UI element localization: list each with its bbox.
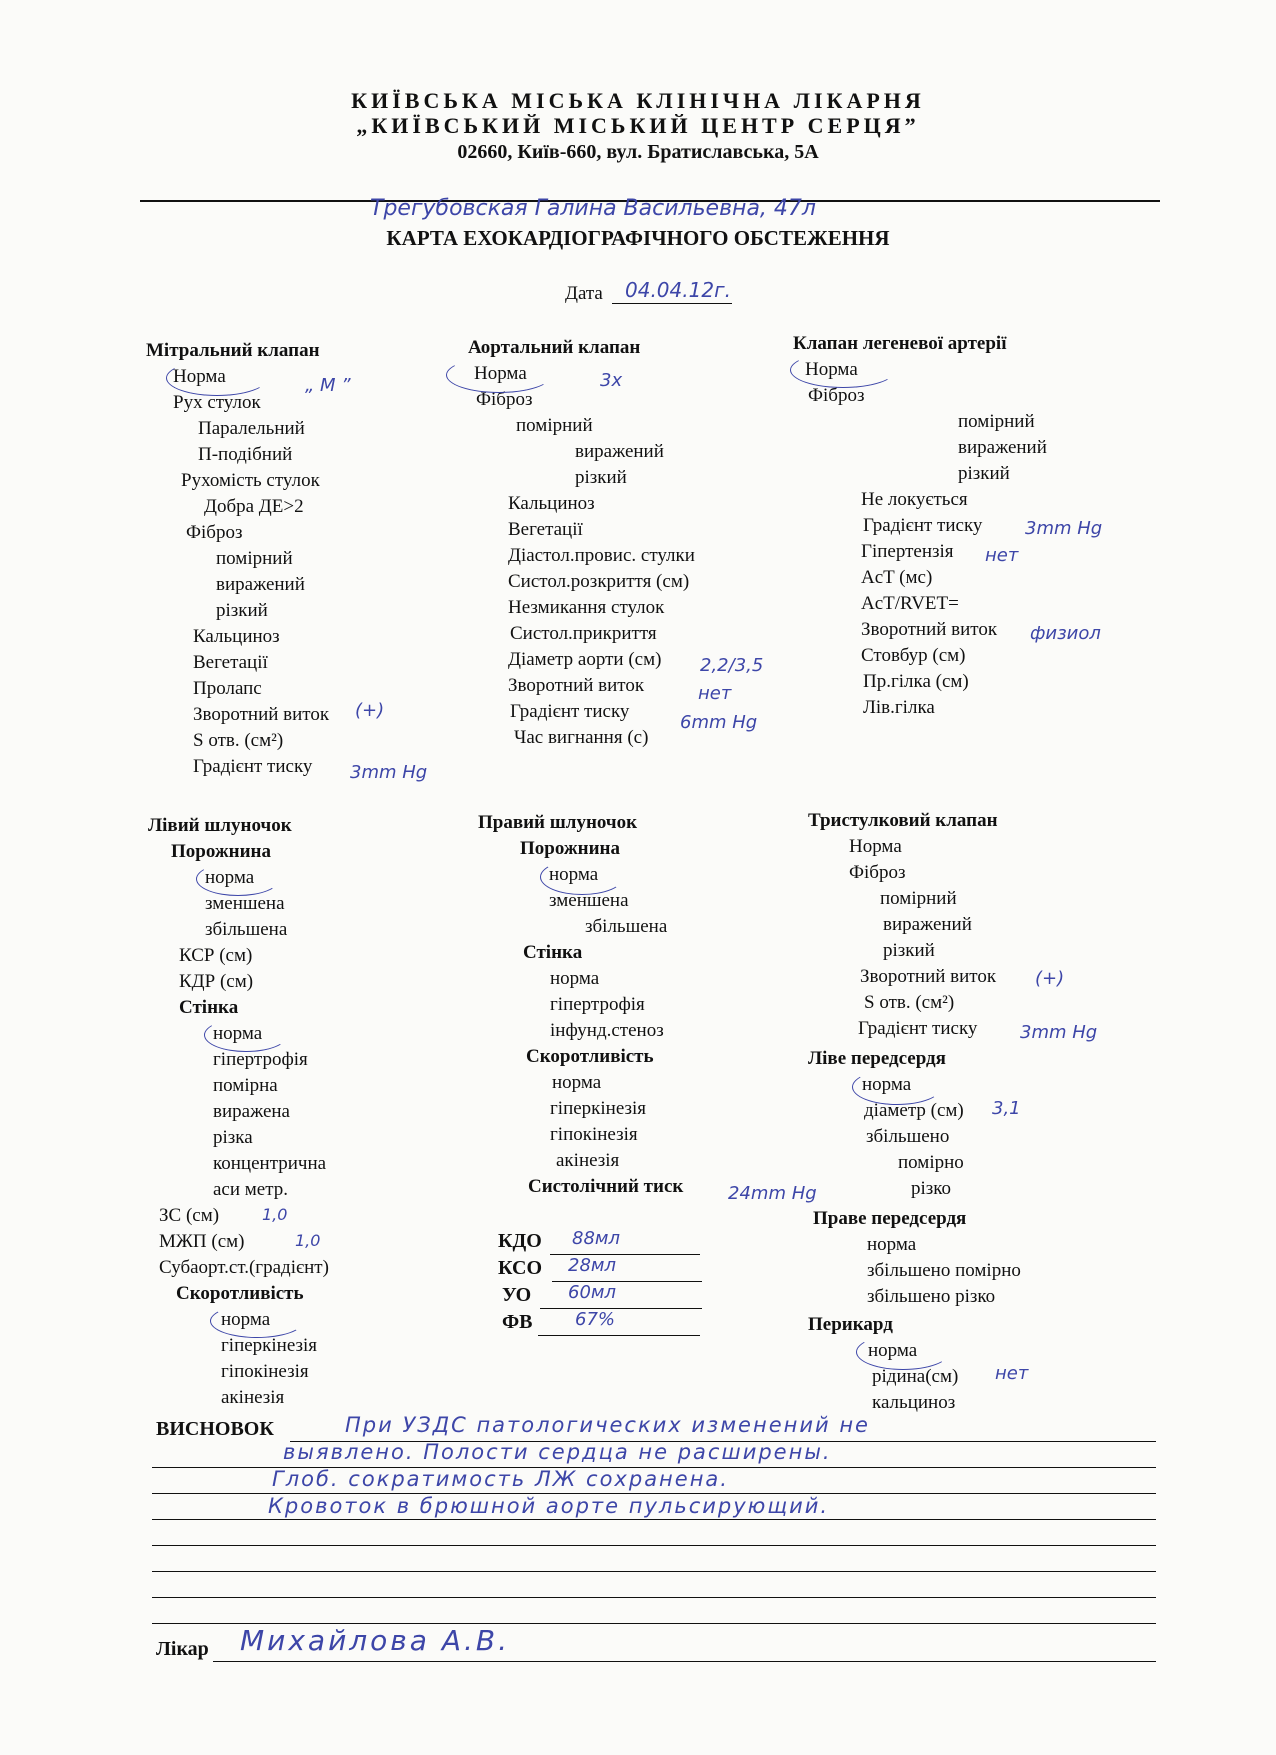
mitral-good-de[interactable]: Добра ДЕ>2 [204, 496, 304, 517]
pulmonary-gradient: Градієнт тиску [863, 515, 983, 536]
edv-label: КДО [498, 1230, 542, 1252]
lv-edd: КДР (см) [179, 971, 254, 992]
tricuspid-fibrosis: Фіброз [849, 862, 906, 883]
doctor-signature[interactable]: Михайлова А.В. [240, 1624, 511, 1657]
lv-hyperkinesis[interactable]: гіперкінезія [221, 1335, 318, 1356]
lv-wall-circle [204, 1018, 288, 1052]
conclusion-text-2[interactable]: выявлено. Полости сердца не расширены. [283, 1440, 832, 1464]
rv-cavity: Порожнина [520, 838, 620, 859]
rv-akinesis[interactable]: акінезія [556, 1150, 620, 1171]
ef-value[interactable]: 67% [575, 1309, 616, 1330]
lv-contractility-normal[interactable]: норма [221, 1309, 271, 1330]
mitral-orifice-area: S отв. (см²) [193, 730, 284, 751]
la-enlarged-moderate[interactable]: помірно [898, 1152, 964, 1173]
date-line [612, 303, 732, 304]
pulmonary-trunk: Стовбур (см) [861, 645, 966, 666]
pulmonary-norm-circle [790, 352, 896, 388]
pulmonary-norm[interactable]: Норма [805, 359, 858, 380]
ef-line [538, 1335, 700, 1336]
patient-name: Трегубовская Галина Васильевна, 47л [370, 196, 816, 221]
center-name: „КИЇВСЬКИЙ МІСЬКИЙ ЦЕНТР СЕРЦЯ” [356, 113, 920, 138]
aortic-diastolic-prolapse[interactable]: Діастол.провис. стулки [508, 545, 695, 566]
date-value[interactable]: 04.04.12г. [625, 278, 731, 302]
lv-cavity: Порожнина [171, 841, 271, 862]
mitral-parallel[interactable]: Паралельний [198, 418, 305, 439]
rv-title: Правий шлуночок [478, 812, 638, 833]
lv-esd: КСР (см) [179, 945, 253, 966]
rv-wall-normal[interactable]: норма [550, 968, 600, 989]
mitral-calcinosis[interactable]: Кальциноз [193, 626, 280, 647]
mitral-regurg-value[interactable]: (+) [355, 700, 385, 721]
rv-cavity-reduced[interactable]: зменшена [549, 890, 629, 911]
lv-cavity-normal[interactable]: норма [205, 867, 255, 888]
aortic-regurg-value[interactable]: нет [698, 683, 732, 704]
pulmonary-right-branch: Пр.гілка (см) [863, 671, 969, 692]
lv-cavity-enlarged[interactable]: збільшена [205, 919, 288, 940]
pulmonary-fibrosis: Фіброз [808, 385, 865, 406]
rv-wall-hypertrophy[interactable]: гіпертрофія [550, 994, 645, 1015]
conclusion-line-4 [152, 1519, 1156, 1520]
pulmonary-left-branch: Лів.гілка [863, 697, 935, 718]
tricuspid-regurgitation: Зворотний виток [860, 966, 997, 987]
tricuspid-gradient: Градієнт тиску [858, 1018, 978, 1039]
mitral-fibrosis-moderate[interactable]: помірний [216, 548, 293, 569]
pericard-title: Перикард [808, 1314, 893, 1335]
lv-wall-hypertrophy[interactable]: гіпертрофія [213, 1049, 308, 1070]
lv-wall-marked[interactable]: виражена [213, 1101, 290, 1122]
sv-label: УО [502, 1284, 532, 1306]
rv-contractility-normal[interactable]: норма [552, 1072, 602, 1093]
tricuspid-regurg-value[interactable]: (+) [1035, 968, 1065, 989]
pericard-fluid-value[interactable]: нет [995, 1363, 1029, 1384]
lv-wall-moderate[interactable]: помірна [213, 1075, 278, 1096]
aortic-diameter-value[interactable]: 2,2/3,5 [700, 655, 764, 676]
tricuspid-gradient-value[interactable]: 3mm Hg [1020, 1022, 1098, 1043]
rv-hypokinesis[interactable]: гіпокінезія [550, 1124, 638, 1145]
la-normal[interactable]: норма [862, 1074, 912, 1095]
pulmonary-gradient-value[interactable]: 3mm Hg [1025, 518, 1103, 539]
lv-title: Лівий шлуночок [148, 815, 292, 836]
aortic-systolic-opening: Систол.розкриття (см) [508, 571, 690, 592]
pericard-calcinosis[interactable]: кальциноз [872, 1392, 956, 1413]
tricuspid-fibrosis-severe[interactable]: різкий [883, 940, 935, 961]
rv-cavity-normal[interactable]: норма [549, 864, 599, 885]
aortic-norm-value[interactable]: 3х [600, 370, 623, 391]
mitral-norm-circle [166, 360, 268, 396]
mitral-gradient-value[interactable]: 3mm Hg [350, 762, 428, 783]
lv-posterior-wall: ЗС (см) [159, 1205, 220, 1226]
esv-label: КСО [498, 1257, 543, 1279]
aortic-calcinosis[interactable]: Кальциноз [508, 493, 595, 514]
lv-wall-normal[interactable]: норма [213, 1023, 263, 1044]
lv-subaortic: Субаорт.ст.(градієнт) [159, 1257, 329, 1278]
aortic-gradient-value[interactable]: 6mm Hg [680, 712, 758, 733]
lv-hypokinesis[interactable]: гіпокінезія [221, 1361, 309, 1382]
aortic-fibrosis-marked[interactable]: виражений [575, 441, 664, 462]
mitral-fibrosis-severe[interactable]: різкий [216, 600, 268, 621]
tricuspid-norm[interactable]: Норма [849, 836, 902, 857]
lv-akinesis[interactable]: акінезія [221, 1387, 285, 1408]
rv-infund-stenosis[interactable]: інфунд.стеноз [550, 1020, 664, 1041]
pulmonary-not-located[interactable]: Не локується [861, 489, 968, 510]
la-normal-circle [852, 1069, 942, 1105]
aortic-fibrosis-severe[interactable]: різкий [575, 467, 627, 488]
lv-wall-asymmetric[interactable]: аси метр. [213, 1179, 289, 1200]
ra-enlarged-severe[interactable]: збільшено різко [867, 1286, 996, 1307]
pulmonary-title: Клапан легеневої артерії [793, 333, 1007, 354]
doctor-line [213, 1661, 1156, 1662]
lv-ivs: МЖП (см) [159, 1231, 245, 1252]
hospital-name: КИЇВСЬКА МІСЬКА КЛІНІЧНА ЛІКАРНЯ [351, 88, 925, 113]
mitral-prolapse[interactable]: Пролапс [193, 678, 262, 699]
tricuspid-orifice-area: S отв. (см²) [864, 992, 955, 1013]
pulmonary-fibrosis-moderate[interactable]: помірний [958, 411, 1035, 432]
aortic-vegetations[interactable]: Вегетації [508, 519, 583, 540]
mitral-u-shaped[interactable]: П-подібний [198, 444, 293, 465]
aortic-fibrosis: Фіброз [476, 389, 533, 410]
rv-wall: Стінка [523, 942, 583, 963]
aortic-regurgitation: Зворотний виток [508, 675, 645, 696]
ra-normal[interactable]: норма [867, 1234, 917, 1255]
lv-wall: Стінка [179, 997, 239, 1018]
doctor-label: Лікар [156, 1638, 209, 1660]
pulmonary-regurg-value[interactable]: физиол [1030, 623, 1101, 644]
mitral-title: Мітральний клапан [146, 340, 320, 361]
pericard-normal-circle [856, 1334, 950, 1370]
conclusion-text-4[interactable]: Кровоток в брюшной аорте пульсирующий. [268, 1494, 830, 1518]
ef-label: ФВ [502, 1311, 533, 1333]
hospital-address: 02660, Київ-660, вул. Братиславська, 5А [457, 141, 819, 163]
esv-value[interactable]: 28мл [568, 1255, 616, 1276]
la-diameter: діаметр (см) [864, 1100, 964, 1121]
aortic-non-closure[interactable]: Незмикання стулок [508, 597, 665, 618]
aortic-ejection-time: Час вигнання (с) [514, 727, 649, 748]
sv-value[interactable]: 60мл [568, 1282, 616, 1303]
aortic-title: Аортальний клапан [468, 337, 641, 358]
la-enlarged: збільшено [866, 1126, 950, 1147]
aortic-gradient: Градієнт тиску [510, 701, 630, 722]
lv-ivs-value[interactable]: 1,0 [295, 1231, 321, 1250]
mitral-motion-value[interactable]: „ М ” [305, 375, 351, 396]
mitral-fibrosis-marked[interactable]: виражений [216, 574, 305, 595]
conclusion-line-6 [152, 1571, 1156, 1572]
conclusion-text-1[interactable]: При УЗДС патологических изменений не [345, 1413, 870, 1437]
aortic-norm-circle [446, 357, 552, 393]
rv-pressure-value[interactable]: 24mm Hg [728, 1183, 817, 1204]
lv-wall-concentric[interactable]: концентрична [213, 1153, 327, 1174]
aortic-diameter: Діаметр аорти (см) [508, 649, 662, 670]
rv-cavity-circle [540, 859, 624, 895]
mitral-vegetations[interactable]: Вегетації [193, 652, 268, 673]
tricuspid-fibrosis-marked[interactable]: виражений [883, 914, 972, 935]
conclusion-line-7 [152, 1597, 1156, 1598]
sv-line [540, 1308, 702, 1309]
rv-systolic-pressure: Систолічний тиск [528, 1176, 684, 1197]
mitral-gradient: Градієнт тиску [193, 756, 313, 777]
rv-cavity-enlarged[interactable]: збільшена [585, 916, 668, 937]
page-title: КАРТА ЕХОКАРДІОГРАФІЧНОГО ОБСТЕЖЕННЯ [386, 226, 890, 250]
date-label: Дата [565, 283, 603, 304]
pulmonary-hypertension-value[interactable]: нет [985, 545, 1019, 566]
aortic-norm[interactable]: Норма [474, 363, 527, 384]
ra-title: Праве передсердя [813, 1208, 967, 1229]
conclusion-line-5 [152, 1545, 1156, 1546]
mitral-fibrosis: Фіброз [186, 522, 243, 543]
lv-contractility-circle [210, 1304, 304, 1338]
pulmonary-fibrosis-severe[interactable]: різкий [958, 463, 1010, 484]
mitral-norm[interactable]: Норма [173, 366, 226, 387]
lv-cavity-reduced[interactable]: зменшена [205, 893, 285, 914]
mitral-regurgitation: Зворотний виток [193, 704, 330, 725]
rv-contractility: Скоротливість [526, 1046, 654, 1067]
pulmonary-act-rvet: AcT/RVET= [861, 593, 959, 614]
pulmonary-regurgitation: Зворотний виток [861, 619, 998, 640]
mitral-mobility: Рухомість стулок [181, 470, 320, 491]
pulmonary-act: AcT (мс) [861, 567, 933, 588]
pulmonary-fibrosis-marked[interactable]: виражений [958, 437, 1047, 458]
pericard-fluid: рідина(см) [872, 1366, 959, 1387]
edv-value[interactable]: 88мл [572, 1228, 620, 1249]
lv-cavity-circle [196, 862, 280, 896]
tricuspid-fibrosis-moderate[interactable]: помірний [880, 888, 957, 909]
pericard-normal[interactable]: норма [868, 1340, 918, 1361]
aortic-systolic-closure[interactable]: Систол.прикриття [510, 623, 657, 644]
la-diameter-value[interactable]: 3,1 [992, 1098, 1021, 1119]
tricuspid-title: Тристулковий клапан [808, 810, 998, 831]
ra-enlarged-moderate[interactable]: збільшено помірно [867, 1260, 1021, 1281]
conclusion-label: ВИСНОВОК [156, 1418, 274, 1440]
pulmonary-hypertension: Гіпертензія [861, 541, 954, 562]
rv-hyperkinesis[interactable]: гіперкінезія [550, 1098, 647, 1119]
la-enlarged-severe[interactable]: різко [911, 1178, 952, 1199]
aortic-fibrosis-moderate[interactable]: помірний [516, 415, 593, 436]
lv-posterior-wall-value[interactable]: 1,0 [262, 1205, 288, 1224]
la-title: Ліве передсердя [808, 1048, 946, 1069]
conclusion-text-3[interactable]: Глоб. сократимость ЛЖ сохранена. [272, 1467, 729, 1491]
lv-wall-severe[interactable]: різка [213, 1127, 253, 1148]
mitral-leaflet-motion: Рух стулок [173, 392, 261, 413]
lv-contractility: Скоротливість [176, 1283, 304, 1304]
